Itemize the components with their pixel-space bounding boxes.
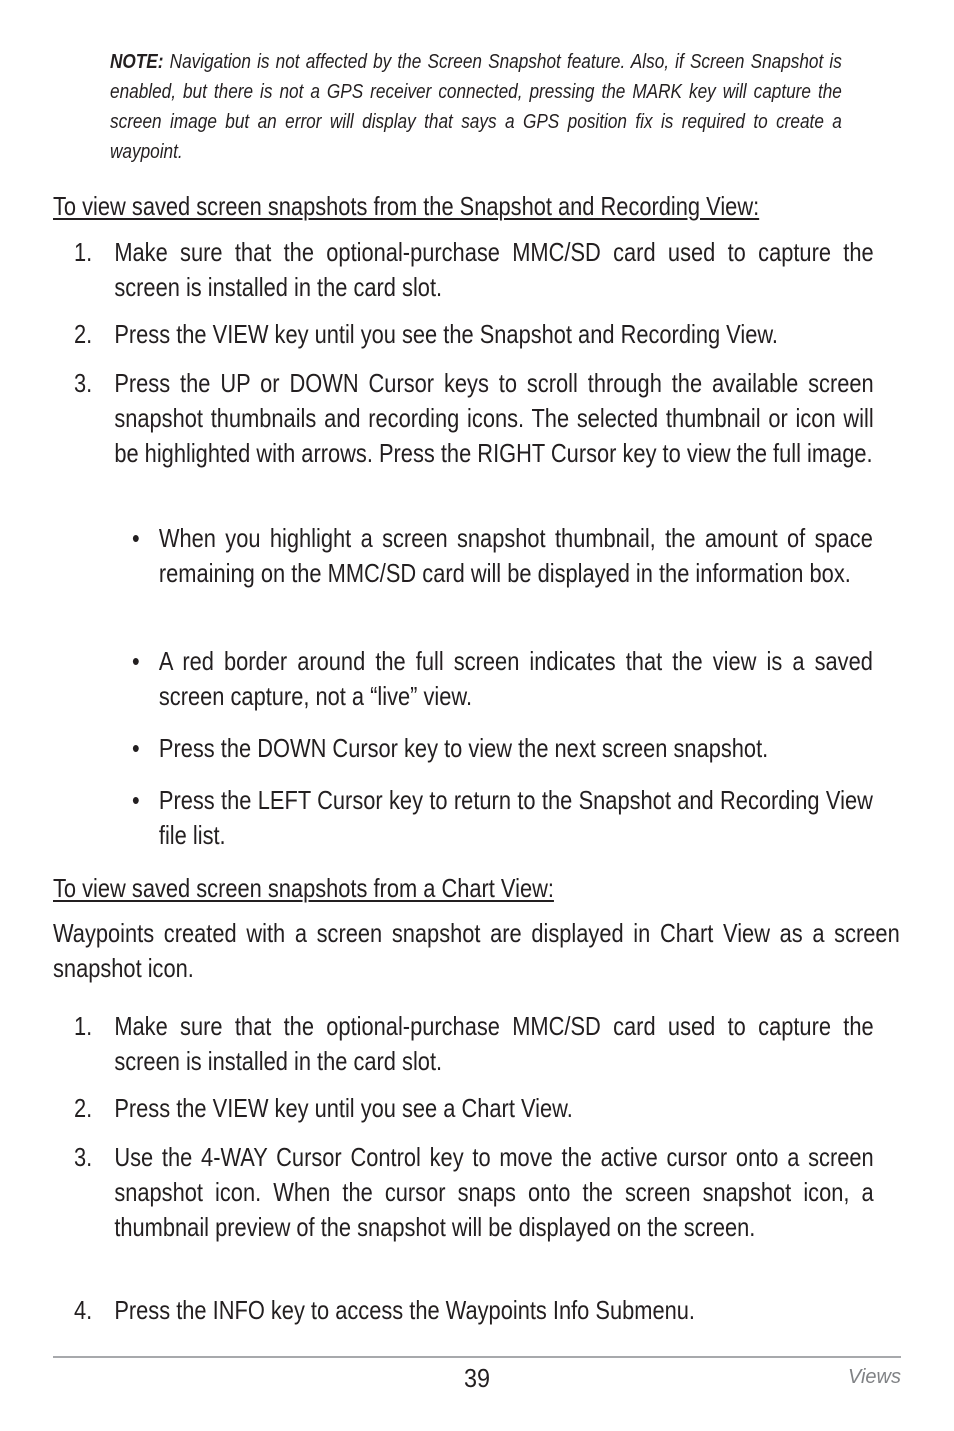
step-number: 2.	[74, 319, 93, 349]
footer-divider	[53, 1356, 901, 1358]
bullet-text: Press the LEFT Cursor key to return to the Snapshot and Recording View file list.	[158, 785, 873, 850]
step-text: Press the INFO key to access the Waypoints Info Submenu.	[114, 1295, 695, 1325]
step-text: Make sure that the optional-purchase MMC/SD card used to capture the screen is installed in the card slot.	[114, 1011, 874, 1076]
step-text: Press the UP or DOWN Cursor keys to scroll through the available screen snapshot thumbnails and recording icons. The selected thumbnail or icon will be highlighted with arrows. Press the RIGHT Cursor key to view the full image.	[114, 368, 874, 468]
step-text: Use the 4-WAY Cursor Control key to move the active cursor onto a screen snapshot icon. When the cursor snaps onto the screen snapshot icon, a thumbnail preview of the snapshot will be displayed on the screen.	[114, 1142, 874, 1242]
section-heading-snapshot-view: To view saved screen snapshots from the Snapshot and Recording View:	[53, 191, 760, 221]
step-number: 3.	[74, 368, 93, 398]
note-block	[110, 47, 842, 167]
note-label: NOTE:	[110, 51, 164, 73]
page-number: 39	[463, 1363, 491, 1393]
step-number: 3.	[74, 1142, 93, 1172]
intro-paragraph: Waypoints created with a screen snapshot are displayed in Chart View as a screen snapshot icon.	[53, 918, 900, 983]
footer-section-title: Views	[848, 1366, 901, 1388]
step-number: 4.	[74, 1295, 93, 1325]
bullet-text: When you highlight a screen snapshot thumbnail, the amount of space remaining on the MMC/SD card will be displayed in the information box.	[158, 523, 873, 588]
step-text: Press the VIEW key until you see the Snapshot and Recording View.	[114, 319, 778, 349]
step-number: 2.	[74, 1093, 93, 1123]
section-heading-chart-view: To view saved screen snapshots from a Chart View:	[53, 873, 554, 903]
step-number: 1.	[74, 1011, 93, 1041]
note-text: Navigation is not affected by the Screen Snapshot feature. Also, if Screen Snapshot is enabled, but there is not a GPS receiver connected, pressing the MARK key will capture the screen image but an error will display that says a GPS position fix is required to create a waypoint.	[110, 51, 842, 163]
bullet-mark: •	[132, 646, 140, 676]
step-number: 1.	[74, 237, 93, 267]
bullet-mark: •	[132, 733, 140, 763]
bullet-text: A red border around the full screen indicates that the view is a saved screen capture, not a “live” view.	[158, 646, 873, 711]
bullet-mark: •	[132, 523, 140, 553]
bullet-mark: •	[132, 785, 140, 815]
step-text: Press the VIEW key until you see a Chart View.	[114, 1093, 573, 1123]
bullet-text: Press the DOWN Cursor key to view the next screen snapshot.	[158, 733, 769, 763]
step-text: Make sure that the optional-purchase MMC/SD card used to capture the screen is installed in the card slot.	[114, 237, 874, 302]
